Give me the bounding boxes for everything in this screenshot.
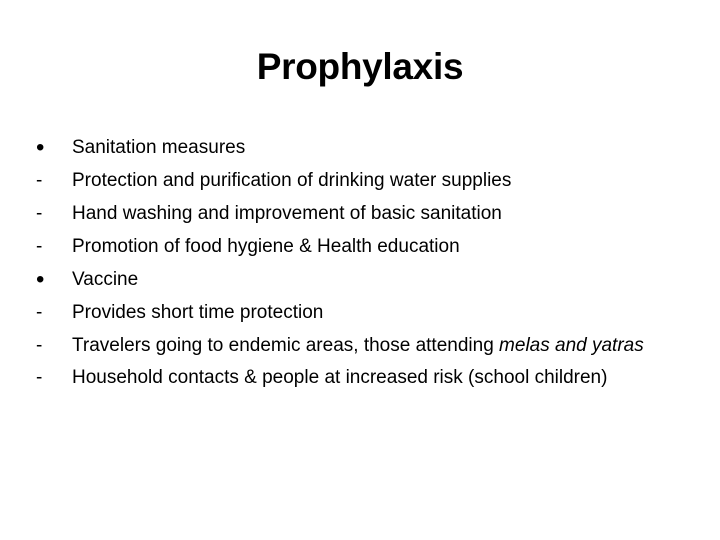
- list-item-text: Sanitation measures: [72, 137, 246, 158]
- list-item-text: Vaccine: [72, 269, 139, 290]
- dash-marker: -: [36, 335, 43, 356]
- dash-marker: -: [36, 302, 43, 323]
- dash-marker: -: [36, 236, 43, 257]
- list-item: [36, 230, 676, 263]
- list-item-text: Provides short time protection: [72, 302, 324, 323]
- dash-marker: -: [36, 367, 43, 388]
- list-item: [36, 197, 676, 230]
- list-item-text: Promotion of food hygiene & Health education: [72, 236, 460, 257]
- list-item-text-regular: Travelers going to endemic areas, those attending: [72, 335, 500, 356]
- list-item-text-italic: melas and yatras: [499, 335, 644, 356]
- list-item: [36, 131, 676, 164]
- list-item: [36, 361, 676, 394]
- list-item: [36, 263, 676, 296]
- list-item: [36, 296, 676, 329]
- dash-marker: -: [36, 170, 43, 191]
- slide-title: Prophylaxis: [256, 46, 464, 87]
- list-item-text: Household contacts & people at increased risk (school children): [72, 367, 608, 388]
- dash-marker: -: [36, 203, 43, 224]
- bullet-marker: •: [36, 266, 45, 293]
- bullet-list: [36, 131, 676, 394]
- list-item-text: [72, 335, 644, 356]
- list-item-text: Protection and purification of drinking water supplies: [72, 170, 512, 191]
- bullet-marker: •: [36, 134, 45, 161]
- list-item-text: Hand washing and improvement of basic sanitation: [72, 203, 502, 224]
- list-item: [36, 164, 676, 197]
- list-item: [36, 329, 676, 362]
